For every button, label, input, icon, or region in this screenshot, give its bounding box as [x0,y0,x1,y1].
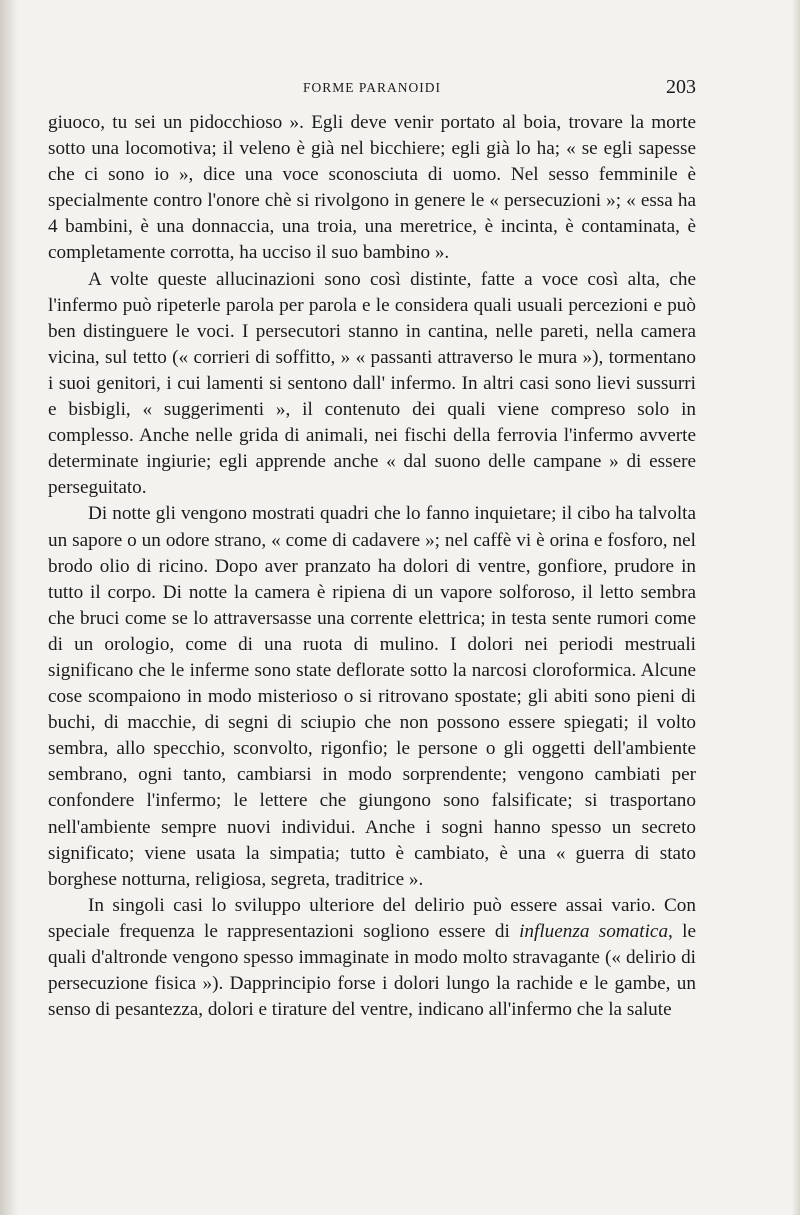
running-title: FORME PARANOIDI [303,80,441,95]
paragraph-text: Di notte gli vengono mostrati quadri che lo fanno inquietare; il cibo ha talvolta un sapore o un odore strano, « come di cadavere »; nel caffè vi è orina e fosforo, nel brodo olio di ricino. Dopo aver pranzato ha dolori di ventre, gonfiore, prudore in tutto il corpo. Di notte la camera è ripiena di un vapore solforoso, il letto sembra che bruci come se lo attraversasse una corrente elettrica; in testa sente rumori come di un orologio, come di una ruota di mulino. I dolori nei periodi mestruali significano che le inferme sono state deflorate sotto la narcosi cloroformica. Alcune cose scompaiono in modo misterioso o si ritrovano spostate; gli abiti sono pieni di buchi, di macchie, di segni di sciupio che non possono essere spiegati; il volto sembra, allo specchio, sconvolto, rigonfio; le persone o gli oggetti dell'ambiente sembrano, ogni tanto, cambiarsi in modo sorprendente; vengono cambiati per confondere l'infermo; le lettere che giungono sono falsificate; si trasportano nell'ambiente sempre nuovi individui. Anche i sogni hanno spesso un secreto significato; viene usata la simpatia; tutto è cambiato, è una « guerra di stato borghese notturna, religiosa, segreta, traditrice ». [48,503,696,890]
paragraph [48,501,696,892]
body-text [48,110,696,1023]
paragraph [48,893,696,1023]
page-number: 203 [666,76,696,98]
paragraph [48,267,696,502]
paragraph-text: In singoli casi lo sviluppo ulteriore del delirio può essere assai vario. Con speciale frequenza le rappresentazioni sogliono essere di [48,894,696,942]
running-header [48,76,696,102]
italic-text: influenza somatica, [519,920,673,942]
paragraph [48,110,696,267]
paragraph-text: le quali d'altronde vengono spesso immaginate in modo molto stravagante (« delirio di persecuzione fisica »). Dapprincipio forse i dolori lungo la rachide e le gambe, un senso di pesantezza, dolori e tirature del ventre, indicano all'infermo che la salute [48,920,696,1021]
paragraph-text: A volte queste allucinazioni sono così distinte, fatte a voce così alta, che l'infermo può ripeterle parola per parola e le considera quali usuali percezioni e può ben distinguere le voci. I persecutori stanno in cantina, nelle pareti, nella camera vicina, sul tetto (« corrieri di soffitto, » « passanti attraverso le mura »), tormentano i suoi genitori, i cui lamenti si sentono dall' infermo. In altri casi sono lievi sussurri e bisbigli, « suggerimenti », il contenuto dei quali viene compreso solo in complesso. Anche nelle grida di animali, nei fischi della ferrovia l'infermo avverte determinate ingiurie; egli apprende anche « dal suono delle campane » di essere perseguitato. [48,268,696,499]
paragraph-text: giuoco, tu sei un pidocchioso ». Egli deve venir portato al boia, trovare la morte sotto una locomotiva; il veleno è già nel bicchiere; egli già lo ha; « se egli sapesse che ci sono io », dice una voce sconosciuta di uomo. Nel sesso femminile è specialmente contro l'onore chè si rivolgono in genere le « persecuzioni »; « essa ha 4 bambini, è una donnaccia, una troia, una meretrice, è incinta, è contaminata, è completamente corrotta, ha ucciso il suo bambino ». [48,112,696,264]
page-shadow-left [0,0,18,1215]
page-shadow-right [792,0,800,1215]
